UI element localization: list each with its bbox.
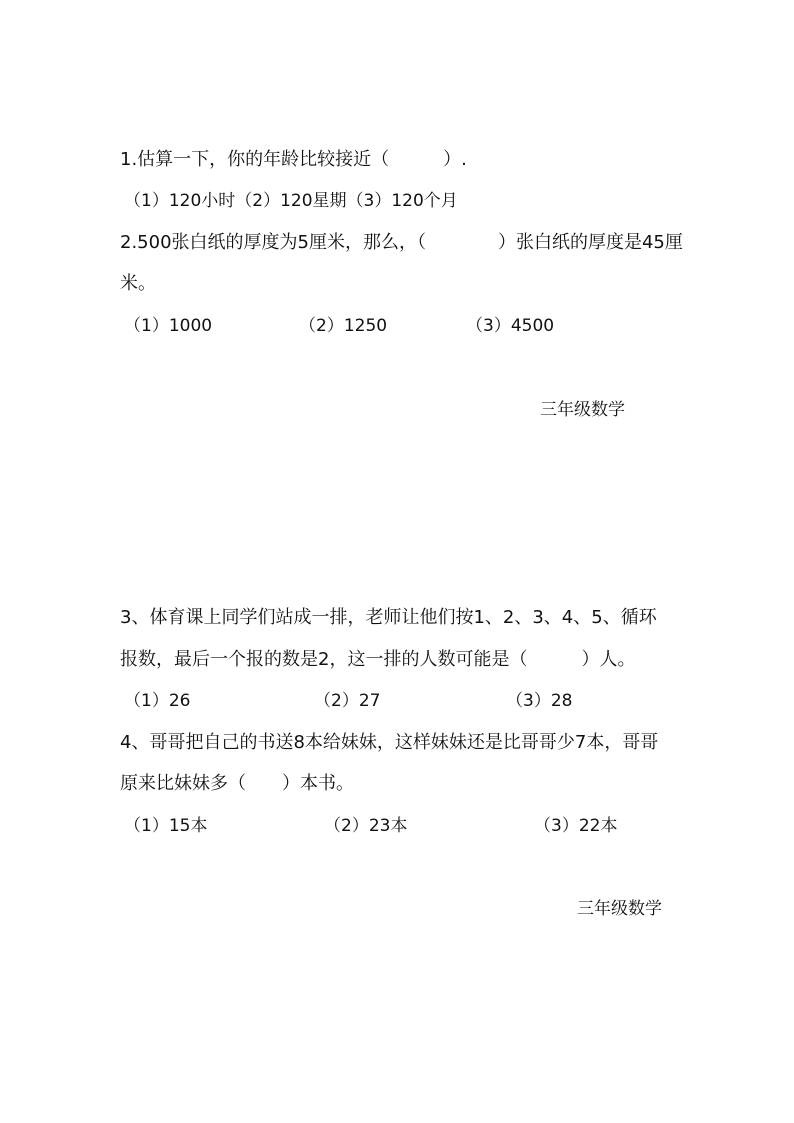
page-footer-subject-2: 三年级数学 — [577, 899, 662, 919]
question-2-option-3: （3）4500 — [466, 316, 555, 336]
question-4-option-2: （2）23本 — [324, 816, 408, 836]
question-2-option-2: （2）1250 — [299, 316, 388, 336]
question-1-stem: 1.估算一下，你的年龄比较接近（ ）. — [120, 149, 467, 170]
question-4-stem-line-1: 4、哥哥把自己的书送8本给妹妹，这样妹妹还是比哥哥少7本，哥哥 — [120, 732, 659, 753]
question-2-option-1: （1）1000 — [124, 316, 213, 336]
page-footer-subject: 三年级数学 — [540, 400, 625, 420]
question-4-option-3: （3）22本 — [534, 816, 618, 836]
question-3-option-3: （3）28 — [506, 691, 573, 711]
question-2-stem-line-1: 2.500张白纸的厚度为5厘米，那么，（ ）张白纸的厚度是45厘 — [120, 232, 683, 253]
question-1-options: （1）120小时（2）120星期（3）120个月 — [124, 191, 458, 211]
question-2-stem-line-2: 米。 — [120, 273, 156, 294]
question-4-stem-line-2: 原来比妹妹多（ ）本书。 — [120, 773, 354, 794]
question-3-option-1: （1）26 — [124, 691, 191, 711]
question-4-option-1: （1）15本 — [124, 816, 208, 836]
question-3-option-2: （2）27 — [314, 691, 381, 711]
question-3-stem-line-1: 3、体育课上同学们站成一排，老师让他们按1、2、3、4、5、循环 — [120, 607, 657, 628]
question-3-stem-line-2: 报数，最后一个报的数是2，这一排的人数可能是（ ）人。 — [120, 649, 636, 670]
